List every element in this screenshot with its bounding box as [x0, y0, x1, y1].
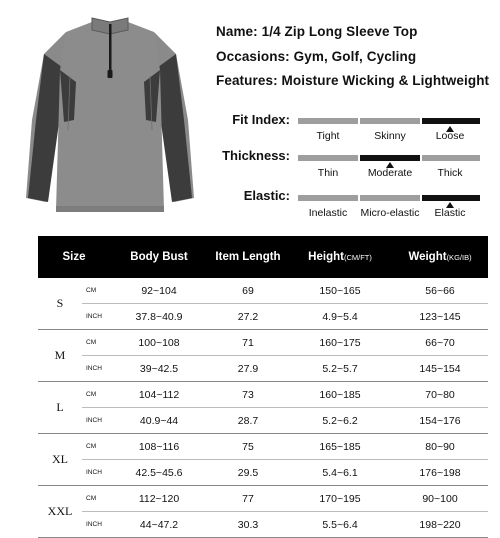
bust-value: 44~47.2	[110, 512, 208, 538]
length-value: 28.7	[208, 408, 288, 434]
table-row	[38, 330, 488, 356]
weight-value: 80~90	[392, 434, 488, 460]
bust-value: 37.8~40.9	[110, 304, 208, 330]
unit-label: INCH	[82, 356, 110, 382]
product-features: Features: Moisture Wicking & Lightweight	[216, 73, 490, 88]
height-value: 4.9~5.4	[288, 304, 392, 330]
length-value: 71	[208, 330, 288, 356]
elastic-bar-segment	[360, 195, 420, 201]
header-height	[288, 236, 392, 278]
product-occasions: Occasions: Gym, Golf, Cycling	[216, 49, 417, 64]
fit-index-label: Fit Index:	[232, 112, 290, 127]
length-value: 75	[208, 434, 288, 460]
fit-index-option: Loose	[435, 130, 465, 142]
unit-label: INCH	[82, 304, 110, 330]
elastic-option: Inelastic	[308, 207, 348, 219]
table-row	[38, 434, 488, 460]
weight-value: 198~220	[392, 512, 488, 538]
length-value: 29.5	[208, 460, 288, 486]
height-value: 5.5~6.4	[288, 512, 392, 538]
header-weight-unit: (KG/IB)	[446, 253, 472, 262]
size-name: M	[38, 330, 82, 382]
zipper-pull	[108, 70, 113, 78]
header-weight-label: Weight	[408, 251, 447, 263]
height-value: 165~185	[288, 434, 392, 460]
thickness-option: Thin	[317, 167, 339, 179]
thickness-bar-segment	[422, 155, 480, 161]
height-value: 160~185	[288, 382, 392, 408]
elastic-bar-selected	[422, 195, 480, 201]
unit-label: INCH	[82, 408, 110, 434]
elastic-label: Elastic:	[243, 188, 290, 203]
table-row	[38, 278, 488, 304]
size-name: L	[38, 382, 82, 434]
weight-value: 70~80	[392, 382, 488, 408]
fit-index-option: Tight	[316, 130, 340, 142]
fit-index-option: Skinny	[374, 130, 406, 142]
header-height-unit: (CM/FT)	[343, 253, 372, 262]
unit-label: INCH	[82, 460, 110, 486]
table-row	[38, 486, 488, 512]
bust-value: 42.5~45.6	[110, 460, 208, 486]
elastic-bar-segment	[298, 195, 358, 201]
table-row	[38, 304, 488, 330]
height-value: 160~175	[288, 330, 392, 356]
bust-value: 100~108	[110, 330, 208, 356]
weight-value: 90~100	[392, 486, 488, 512]
table-row	[38, 356, 488, 382]
thickness-bar-segment	[298, 155, 358, 161]
length-value: 69	[208, 278, 288, 304]
header-item-length: Item Length	[208, 236, 288, 278]
length-value: 77	[208, 486, 288, 512]
height-value: 150~165	[288, 278, 392, 304]
table-row	[38, 460, 488, 486]
unit-label: CM	[82, 278, 110, 304]
zipper	[109, 24, 112, 76]
thickness-option: Thick	[437, 167, 463, 179]
size-name: XXL	[38, 486, 82, 538]
thickness-bar-selected	[360, 155, 420, 161]
bust-value: 104~112	[110, 382, 208, 408]
header-weight	[392, 236, 488, 278]
fit-index-bar-segment	[298, 118, 358, 124]
length-value: 30.3	[208, 512, 288, 538]
bust-value: 112~120	[110, 486, 208, 512]
product-name: Name: 1/4 Zip Long Sleeve Top	[216, 24, 418, 39]
thickness-option: Moderate	[367, 167, 413, 179]
weight-value: 56~66	[392, 278, 488, 304]
shirt-image	[14, 10, 206, 222]
size-name: XL	[38, 434, 82, 486]
unit-label: CM	[82, 330, 110, 356]
table-row	[38, 382, 488, 408]
unit-label: CM	[82, 434, 110, 460]
length-value: 27.9	[208, 356, 288, 382]
weight-value: 176~198	[392, 460, 488, 486]
elastic-option: Micro-elastic	[360, 207, 420, 219]
header-size: Size	[38, 236, 110, 278]
weight-value: 154~176	[392, 408, 488, 434]
header-body-bust: Body Bust	[110, 236, 208, 278]
weight-value: 145~154	[392, 356, 488, 382]
height-value: 170~195	[288, 486, 392, 512]
bust-value: 108~116	[110, 434, 208, 460]
length-value: 73	[208, 382, 288, 408]
weight-value: 66~70	[392, 330, 488, 356]
fit-index-bar-segment	[360, 118, 420, 124]
bust-value: 92~104	[110, 278, 208, 304]
height-value: 5.2~5.7	[288, 356, 392, 382]
table-row	[38, 408, 488, 434]
height-value: 5.2~6.2	[288, 408, 392, 434]
height-value: 5.4~6.1	[288, 460, 392, 486]
waistband	[56, 206, 164, 212]
header-height-label: Height	[308, 251, 344, 263]
size-chart-table	[38, 236, 488, 538]
weight-value: 123~145	[392, 304, 488, 330]
thickness-label: Thickness:	[222, 148, 290, 163]
size-name: S	[38, 278, 82, 330]
length-value: 27.2	[208, 304, 288, 330]
bust-value: 40.9~44	[110, 408, 208, 434]
table-header-row	[38, 236, 488, 278]
unit-label: INCH	[82, 512, 110, 538]
table-row	[38, 512, 488, 538]
unit-label: CM	[82, 486, 110, 512]
elastic-option: Elastic	[434, 207, 466, 219]
unit-label: CM	[82, 382, 110, 408]
bust-value: 39~42.5	[110, 356, 208, 382]
fit-index-bar-selected	[422, 118, 480, 124]
